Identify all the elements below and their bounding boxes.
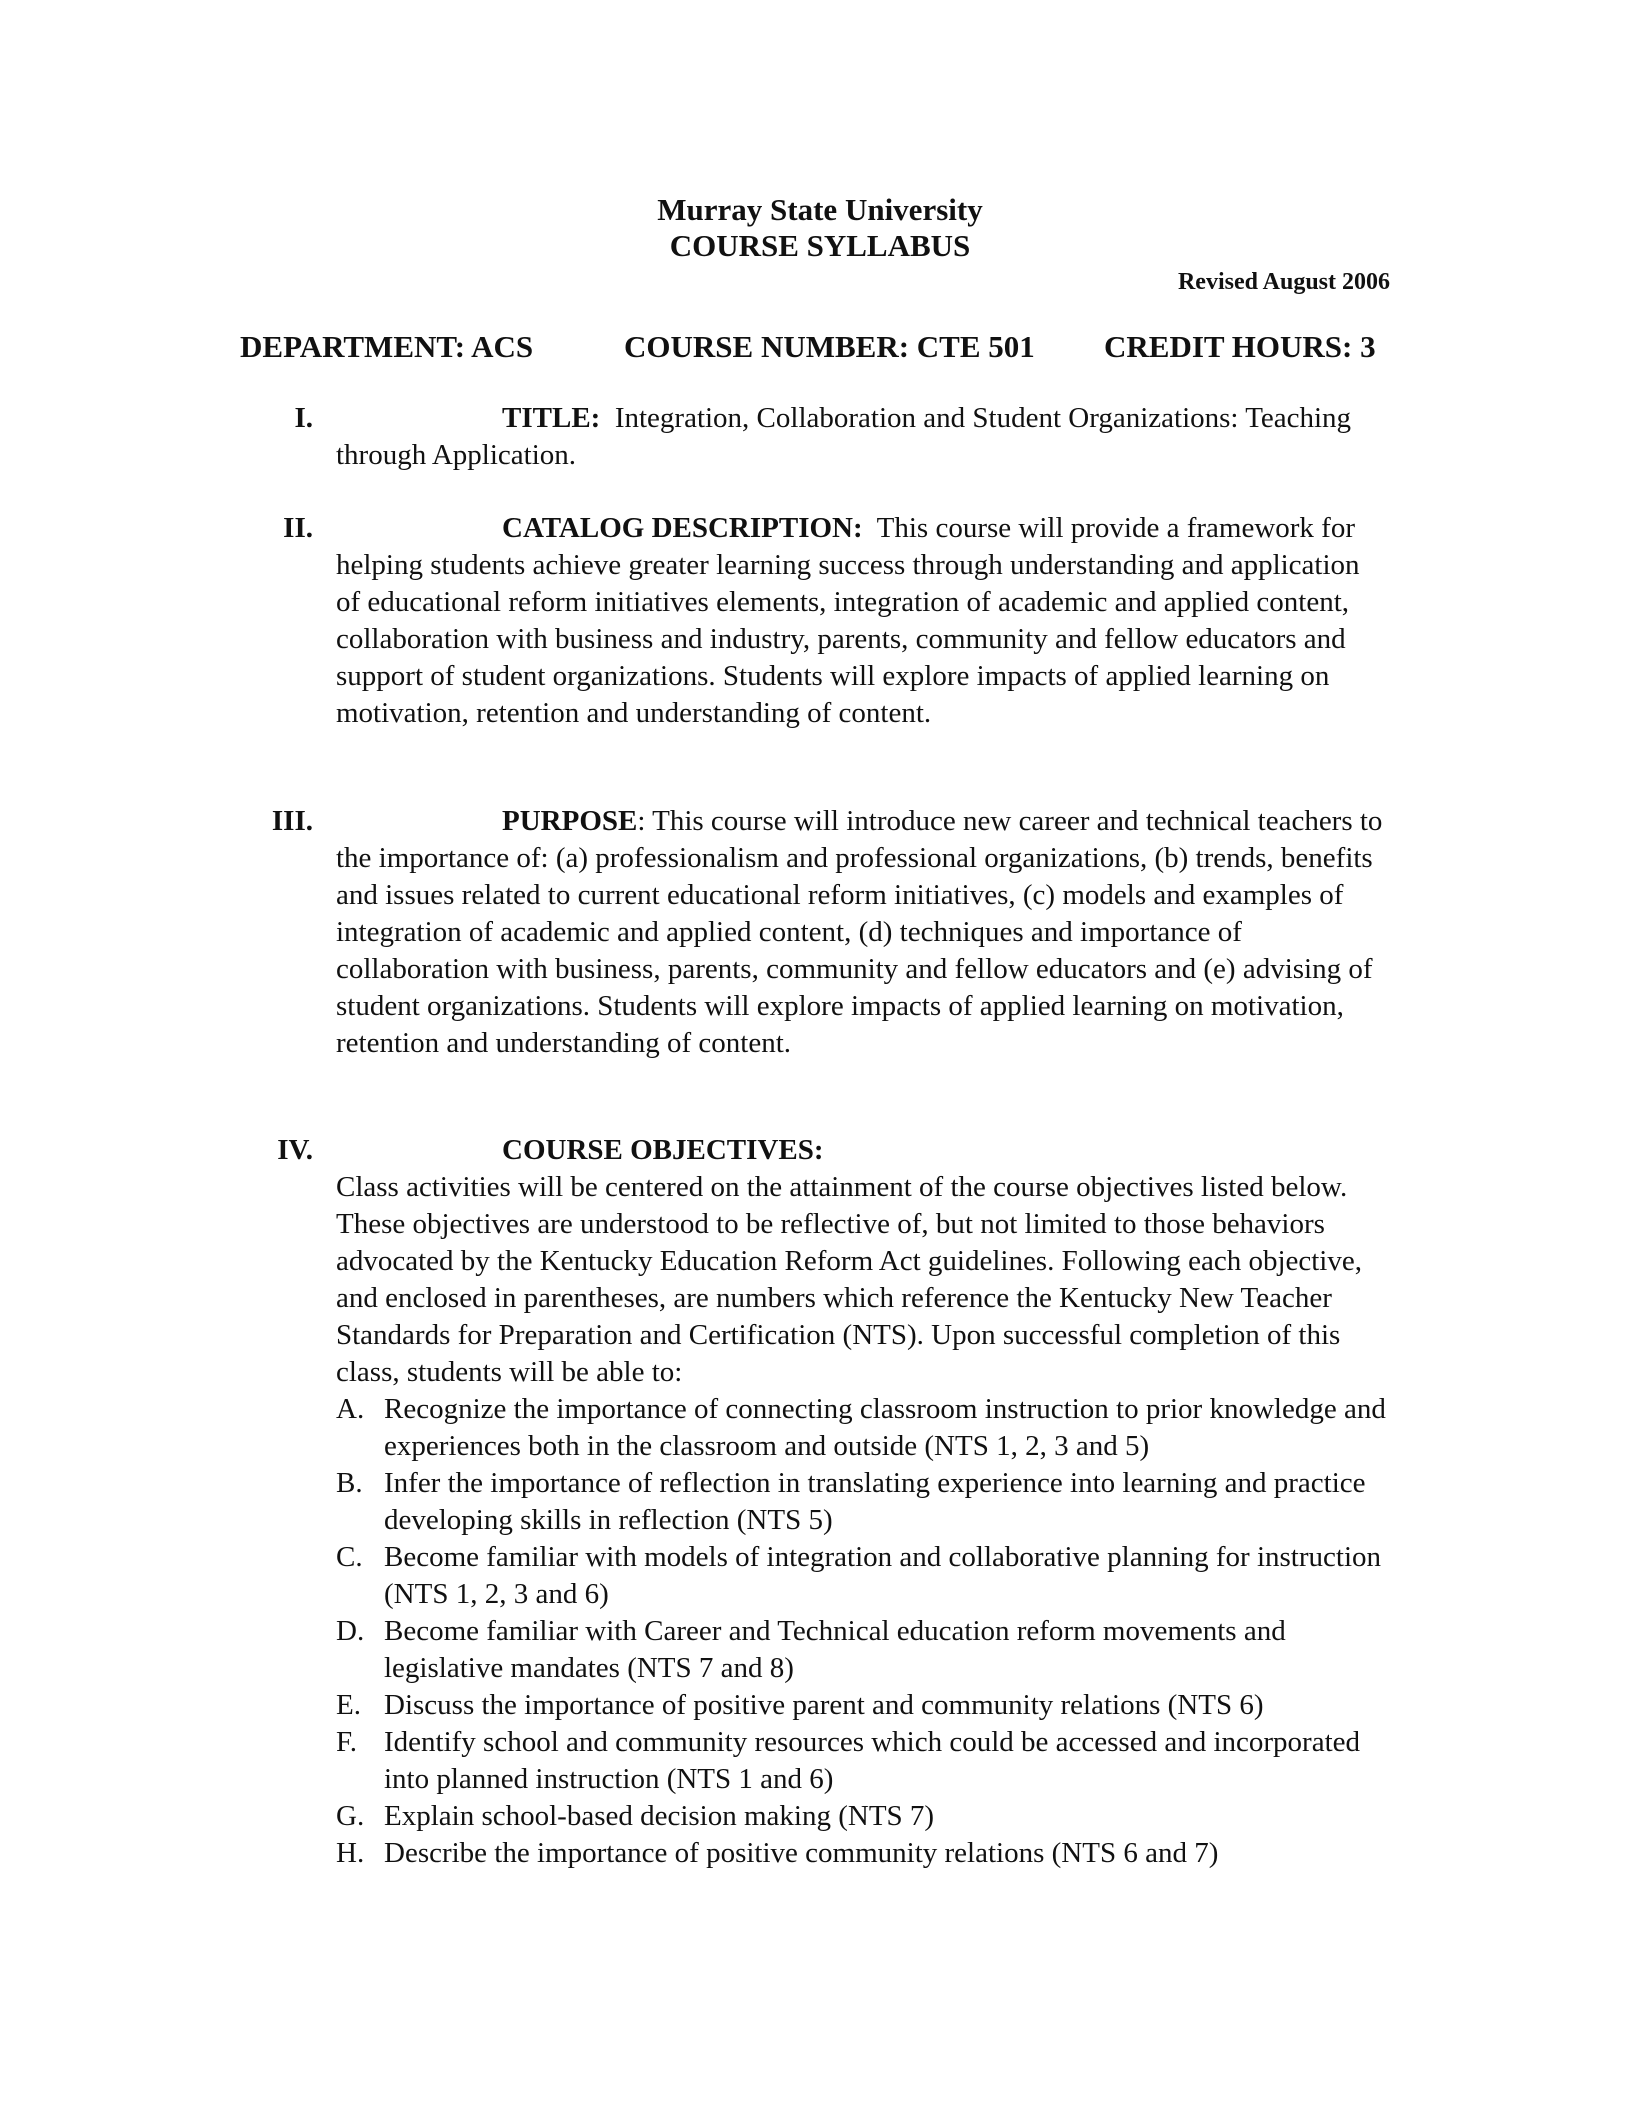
objective-text: Recognize the importance of connecting classroom instruction to prior knowledge and experiences both in the classroom and outside (NTS 1, 2, 3 and 5) [384, 1393, 1386, 1462]
objective-text: Identify school and community resources which could be accessed and incorporated into planned instruction (NTS 1 and 6) [384, 1726, 1361, 1795]
objective-text: Describe the importance of positive community relations (NTS 6 and 7) [384, 1837, 1219, 1869]
objective-letter: H. [336, 1837, 365, 1869]
objective-letter: C. [336, 1541, 363, 1573]
section-number: II. [283, 512, 313, 544]
section-text: This course will provide a framework for helping students achieve greater learning success through understanding and application of educational reform initiatives elements, integration of academic and applied content, collaboration with business and industry, parents, community and fellow educators and support of student organizations. Students will explore impacts of applied learning on motivation, retention and understanding of content. [336, 512, 1360, 729]
section-body [336, 400, 1390, 474]
revision-date: Revised August 2006 [1177, 269, 1390, 295]
document-type: COURSE SYLLABUS [669, 228, 971, 263]
section-number: IV. [277, 1134, 313, 1166]
objectives-list [336, 1391, 1396, 1872]
objective-letter: E. [336, 1689, 361, 1721]
objective-item [336, 1724, 1396, 1798]
objective-item [336, 1687, 1396, 1724]
objective-text: Discuss the importance of positive parent and community relations (NTS 6) [384, 1689, 1264, 1721]
objective-text: Infer the importance of reflection in translating experience into learning and practice developing skills in reflection (NTS 5) [384, 1467, 1366, 1536]
document-header [0, 192, 1640, 264]
section-label: PURPOSE [502, 805, 638, 837]
section-label: COURSE OBJECTIVES: [502, 1134, 824, 1166]
objective-letter: F. [336, 1726, 358, 1758]
section-text: : This course will introduce new career and technical teachers to the importance of: (a) professionalism and professional organizations, (b) trends, benefits and issues related to current educational reform initiatives, (c) models and examples of integration of academic and applied content, (d) techniques and importance of collaboration with business, parents, community and fellow educators and (e) advising of student organizations. Students will explore impacts of applied learning on motivation, retention and understanding of content. [336, 805, 1383, 1059]
objective-letter: B. [336, 1467, 363, 1499]
objective-item [336, 1391, 1396, 1465]
objective-item [336, 1539, 1396, 1613]
department-field: DEPARTMENT: ACS [240, 329, 534, 364]
objective-item [336, 1465, 1396, 1539]
section-label: TITLE: [502, 402, 601, 434]
credit-hours-field: CREDIT HOURS: 3 [1104, 329, 1376, 364]
section-text: Integration, Collaboration and Student Organizations: Teaching through Application. [336, 402, 1352, 471]
objective-text: Explain school-based decision making (NTS 7) [384, 1800, 935, 1832]
objective-item [336, 1798, 1396, 1835]
section-label: CATALOG DESCRIPTION: [502, 512, 863, 544]
section-number: III. [271, 805, 313, 837]
university-name: Murray State University [657, 192, 983, 227]
section-body [336, 803, 1390, 1062]
objective-text: Become familiar with Career and Technical education reform movements and legislative mandates (NTS 7 and 8) [384, 1615, 1286, 1684]
objective-letter: D. [336, 1615, 365, 1647]
objective-item [336, 1613, 1396, 1687]
objective-item [336, 1835, 1396, 1872]
objective-letter: G. [336, 1800, 365, 1832]
section-number: I. [294, 402, 313, 434]
objective-text: Become familiar with models of integration and collaborative planning for instruction (NTS 1, 2, 3 and 6) [384, 1541, 1382, 1610]
objective-letter: A. [336, 1393, 365, 1425]
section-body [336, 510, 1390, 732]
course-number-field: COURSE NUMBER: CTE 501 [624, 329, 1035, 364]
objectives-intro: Class activities will be centered on the attainment of the course objectives listed below. These objectives are understood to be reflective of, but not limited to those behaviors advocated by the Kentucky Education Reform Act guidelines. Following each objective, and enclosed in parentheses, are numbers which reference the Kentucky New Teacher Standards for Preparation and Certification (NTS). Upon successful completion of this class, students will be able to: [336, 1171, 1362, 1388]
